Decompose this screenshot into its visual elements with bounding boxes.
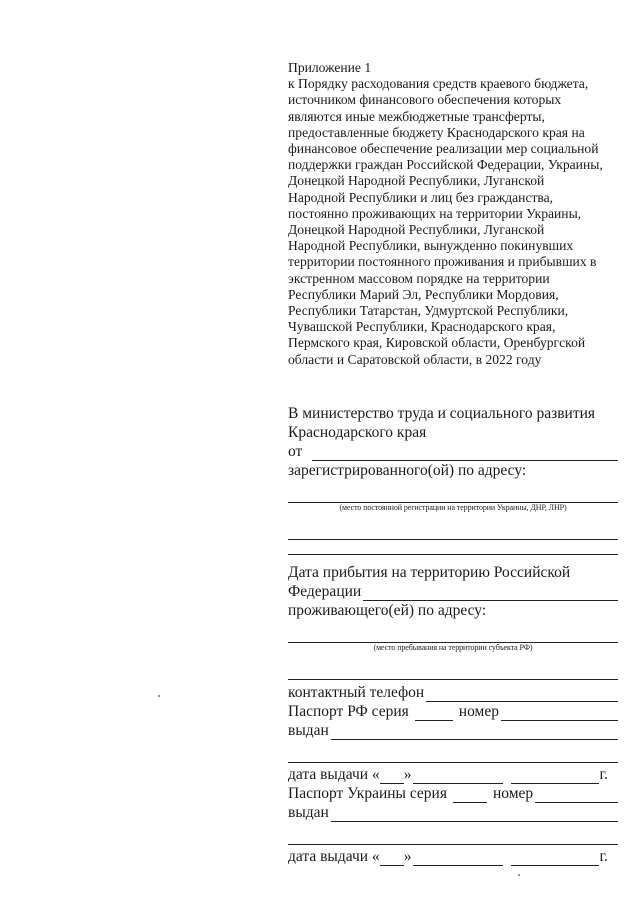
rf-issue-month-field[interactable] <box>413 770 503 784</box>
residence-caption: (место пребывания на территории субъекта РФ) <box>373 643 533 652</box>
rf-issue-day-field[interactable] <box>380 770 404 784</box>
appendix-line: Донецкой Народной Республики, Луганской <box>288 222 545 238</box>
appendix-line: Пермского края, Кировской области, Оренбургской <box>288 335 586 351</box>
appendix-line: являются иные межбюджетные трансферты, <box>288 108 545 124</box>
residence-address-field-2[interactable] <box>288 665 618 680</box>
phone-row <box>288 683 618 702</box>
ua-issue-year-field[interactable] <box>511 852 599 866</box>
rf-issue-year-field[interactable] <box>511 770 599 784</box>
appendix-line: Чувашской Республики, Краснодарского края, <box>288 319 556 335</box>
appendix-line: источником финансового обеспечения которых <box>288 92 562 108</box>
ua-passport-series-field[interactable] <box>453 789 487 803</box>
from-row <box>288 442 618 461</box>
from-field[interactable] <box>312 447 618 461</box>
from-label: от <box>288 443 303 460</box>
scan-speck <box>518 874 520 876</box>
registration-address-field-3[interactable] <box>288 552 618 555</box>
appendix-line: Республики Марий Эл, Республики Мордовия, <box>288 286 559 302</box>
rf-passport-row: Паспорт РФ серия номер <box>288 702 618 721</box>
arrival-row-2: Федерации <box>288 582 618 601</box>
registration-address-field-2[interactable] <box>288 525 618 540</box>
appendix-line: территории постоянного проживания и прибывших в <box>288 254 597 270</box>
arrival-label: Дата прибытия на территорию Российской <box>288 564 571 581</box>
appendix-header <box>288 60 618 368</box>
registered-row <box>288 461 618 480</box>
residing-row <box>288 601 618 620</box>
registration-address-field[interactable] <box>288 488 618 503</box>
appendix-line: Донецкой Народной Республики, Луганской <box>288 173 545 189</box>
rf-passport-series-field[interactable] <box>415 707 453 721</box>
scan-speck <box>158 695 160 697</box>
rf-passport-number-field[interactable] <box>501 707 618 721</box>
registered-label: зарегистрированного(ой) по адресу: <box>288 462 527 479</box>
ua-passport-number-field[interactable] <box>535 789 618 803</box>
ua-issued-row: выдан <box>288 803 618 822</box>
appendix-line: Народной Республики и лиц без гражданства, <box>288 189 554 205</box>
rf-issued-by-field[interactable] <box>331 726 618 740</box>
residing-label: проживающего(ей) по адресу: <box>288 602 487 619</box>
rf-issue-date-row: дата выдачи « » г. <box>288 766 608 783</box>
ua-passport-row: Паспорт Украины серия номер <box>288 784 618 803</box>
phone-field[interactable] <box>426 688 618 702</box>
application-form <box>288 404 618 866</box>
appendix-line: к Порядку расходования средств краевого бюджета, <box>288 76 589 92</box>
appendix-line: предоставленные бюджету Краснодарского края на <box>288 124 585 140</box>
appendix-line: области и Саратовской области, в 2022 году <box>288 351 542 367</box>
arrival-row-1 <box>288 563 618 582</box>
rf-issued-row: выдан <box>288 721 618 740</box>
addressee-line-2: Краснодарского края <box>288 424 427 441</box>
registration-caption: (место постоянной регистрации на территории Украины, ДНР, ЛНР) <box>339 503 567 512</box>
phone-label: контактный телефон <box>288 684 425 701</box>
appendix-line: постоянно проживающих на территории Украины, <box>288 205 582 221</box>
ua-issue-month-field[interactable] <box>413 852 503 866</box>
appendix-line: финансовое обеспечение реализации мер социальной <box>288 141 599 157</box>
residence-address-field[interactable] <box>288 628 618 643</box>
appendix-line: Приложение 1 <box>288 60 372 75</box>
appendix-line: Народной Республики, вынужденно покинувших <box>288 238 574 254</box>
ua-issued-by-field-2[interactable] <box>288 830 618 845</box>
arrival-date-field[interactable] <box>363 587 618 601</box>
rf-issued-by-field-2[interactable] <box>288 748 618 763</box>
addressee-line-1: В министерство труда и социального развития <box>288 405 596 422</box>
appendix-line: поддержки граждан Российской Федерации, Украины, <box>288 157 603 173</box>
ua-issue-day-field[interactable] <box>380 852 404 866</box>
ua-issued-by-field[interactable] <box>331 808 618 822</box>
ua-issue-date-row: дата выдачи « » г. <box>288 848 608 865</box>
appendix-line: экстренном массовом порядке на территории <box>288 270 550 286</box>
appendix-line: Республики Татарстан, Удмуртской Республики, <box>288 303 569 319</box>
